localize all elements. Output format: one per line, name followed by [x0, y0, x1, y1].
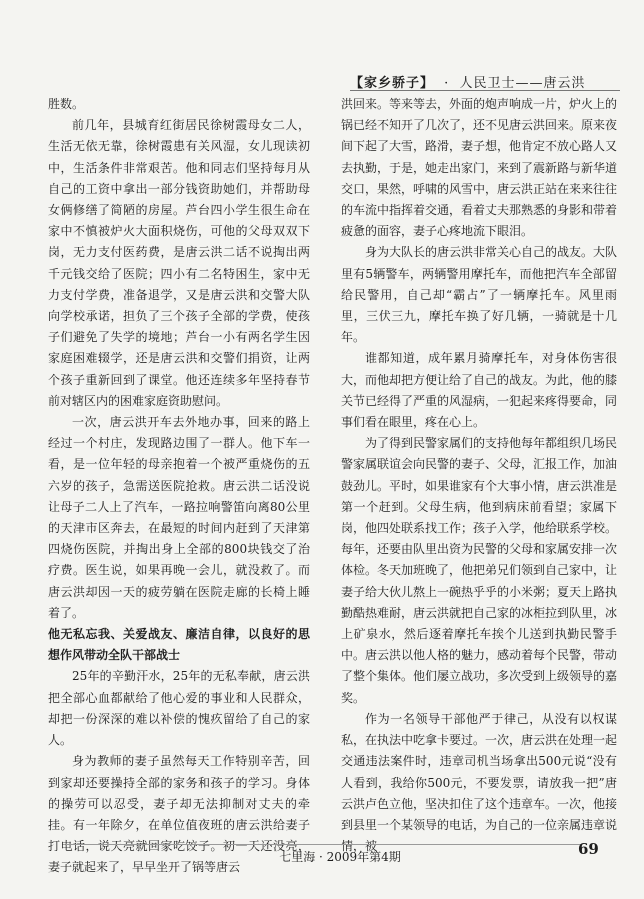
left-column	[48, 94, 310, 879]
body-paragraph: 作为一名领导干部他严于律己，从没有以权谋私，在执法中吃拿卡要过。一次，唐云洪在处理一起交通违法案件时，违章司机当场拿出500元说“没有人看到，我给你500元，不要发票，请放我一把”唐云洪卢色立他，坚决扣住了这个违章车。一次，他接到县里一个某领导的电话，为自己的一位亲属违章说情，被	[341, 711, 618, 854]
header-rule	[350, 90, 620, 91]
body-paragraph: 身为大队长的唐云洪非常关心自己的战友。大队里有5辆警车，两辆警用摩托车，而他把汽车全部留给民警用，自己却“霸占”了一辆摩托车。风里雨里，三伏三九，摩托车换了好几辆，一骑就是十几年。	[341, 245, 618, 345]
page-number: 69	[578, 840, 599, 858]
body-paragraph: 洪回来。等来等去，外面的炮声响成一片，炉火上的锅已经不知开了几次了，还不见唐云洪回来。原来夜间下起了大雪，路滑，妻子想，他肯定不放心路人又去执勤，于是，她走出家门，来到了震新路与新华道交口，果然，呼啸的风雪中，唐云洪正站在来来往往的车流中指挥着交通，看着丈夫那熟悉的身影和带着疲惫的面容，妻子心疼地流下眼泪。	[341, 97, 618, 239]
section-heading: 他无私忘我、关爱战友、廉洁自律，以良好的思想作风带动全队干部战士	[48, 627, 310, 663]
article-title: 人民卫士——唐云洪	[459, 76, 586, 91]
body-paragraph: 一次，唐云洪开车去外地办事，回来的路上经过一个村庄，发现路边围了一群人。他下车一看，是一位年轻的母亲抱着一个被严重烧伤的五六岁的孩子，急需送医院抢救。唐云洪二话没说让母子二人上了汽车，一路拉响警笛向离80公里的天津市区奔去，在最短的时间内赶到了天津第四烧伤医院，并掏出身上全部的800块钱交了治疗费。医生说，如果再晚一会儿，就没救了。而唐云洪却因一天的疲劳躺在医院走廊的长椅上睡着了。	[48, 415, 310, 620]
footer-issue: 七里海 · 2009年第4期	[279, 850, 401, 864]
footer-rule	[66, 844, 581, 845]
body-paragraph: 前几年，县城育红街居民徐树霞母女二人，生活无依无靠，徐树霞患有关风湿，女儿现读初中，生活条件非常艰苦。他和同志们坚持每月从自己的工资中拿出一部分钱资助她们，并帮助母女俩修缮了简陋的房屋。芦台四小学生很生命在家中不慎被炉火大面积烧伤，可他的父母双双下岗，无力支付医药费，是唐云洪二话不说掏出两千元钱交给了医院；四小有二名特困生，家中无力支付学费，准备退学，又是唐云洪和交警大队向学校承诺，担负了三个孩子全部的学费，使孩子们避免了失学的境地；芦台一小有两名学生因家庭困难辍学，还是唐云洪和交警们捐资，让两个孩子重新回到了课堂。他还连续多年坚持春节前对辖区内的困难家庭资助慰问。	[48, 118, 310, 408]
body-paragraph: 为了得到民警家属们的支持他每年都组织几场民警家属联谊会向民警的妻子、父母，汇报工作，加油鼓劲儿。平时，如果谁家有个大事小情，唐云洪准是第一个赶到。父母生病，他到病床前看望；家属下岗，他四处联系找工作；孩子入学，他给联系学校。每年，还要由队里出资为民警的父母和家属安排一次体检。冬天加班晚了，他把弟兄们领到自己家中，让妻子给大伙儿熬上一碗热乎乎的小米粥；夏天上路执勤酷热难耐，唐云洪就把自己家的冰柜拉到队里，冰上矿泉水，然后逐着摩托车挨个儿送到执勤民警手中。唐云洪以他人格的魅力，感动着每个民警，带动了整个集体。他们屡立战功，多次受到上级领导的嘉奖。	[341, 436, 618, 705]
column-tag: 【家乡骄子】	[350, 76, 435, 91]
running-header	[350, 72, 620, 91]
body-paragraph: 谁都知道，成年累月骑摩托车，对身体伤害很大，而他却把方便让给了自己的战友。为此，他的膝关节已经得了严重的风湿病，一犯起来疼得要命，同事们看在眼里，疼在心上。	[341, 351, 618, 430]
right-column	[341, 94, 617, 857]
body-paragraph: 25年的辛勤汗水，25年的无私奉献，唐云洪把全部心血都献给了他心爱的事业和人民群众，却把一份深深的难以补偿的愧疚留给了自己的家人。	[48, 669, 310, 748]
header-separator: ·	[444, 76, 450, 91]
body-paragraph: 身为教师的妻子虽然每天工作特别辛苦，回到家却还要操持全部的家务和孩子的学习。身体的操劳可以忍受，妻子却无法抑制对丈夫的牵挂。有一年除夕，在单位值夜班的唐云洪给妻子打电话，说天亮就回家吃饺子。初一天还没亮，妻子就起来了，早早坐开了锅等唐云	[48, 754, 310, 875]
body-paragraph: 胜数。	[48, 97, 85, 111]
